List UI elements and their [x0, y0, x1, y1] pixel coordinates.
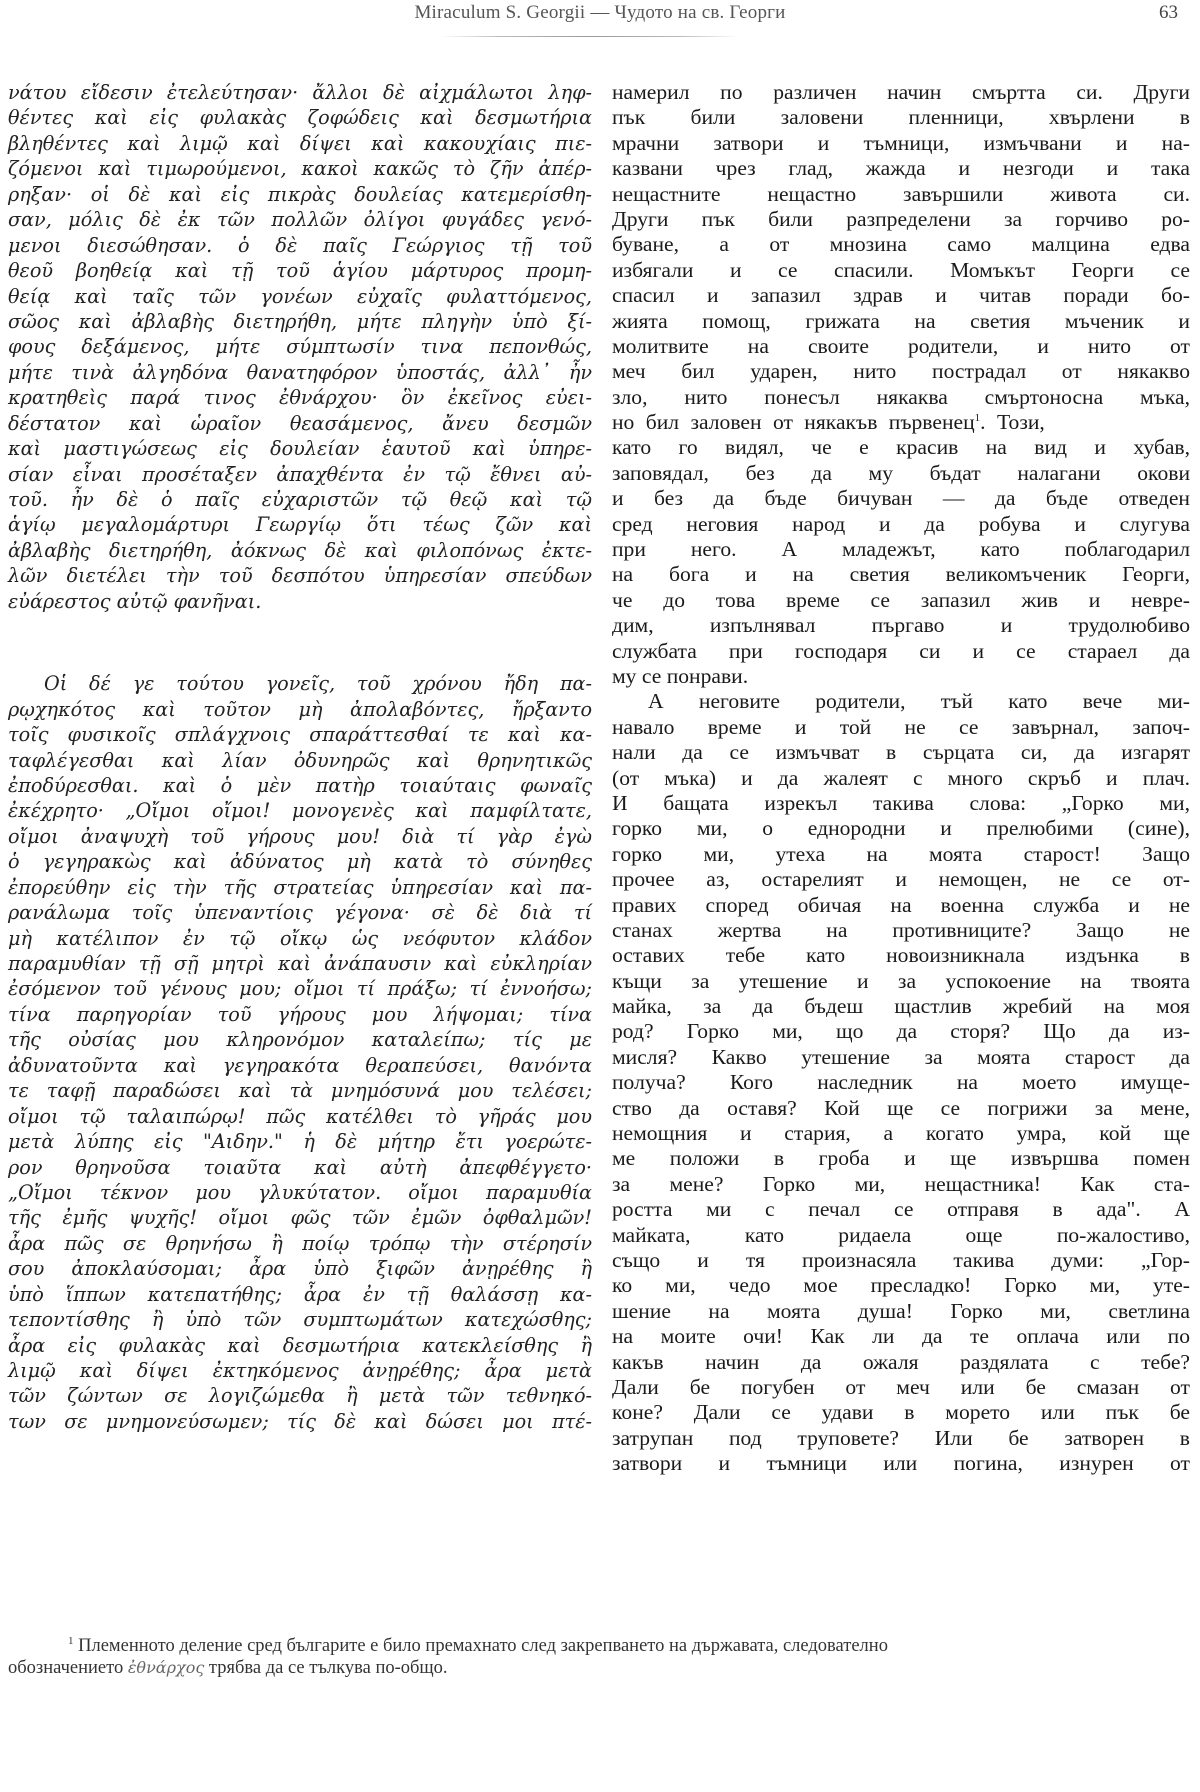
footnote-line-2 [8, 1657, 1188, 1679]
paragraph-gap [8, 614, 592, 671]
text-line: μήτε τινὰ ἀλγηδόνα θανατηφόρον ὑποστάς, ἀλλ᾿ ἦν [8, 360, 592, 384]
text-line: ὁ γεγηρακὼς καὶ ἀδύνατος μὴ κατὰ τὸ σύνηθες [8, 850, 592, 874]
text-line: (от мъка) и да жалеят с много скръб и плач. [612, 765, 1190, 790]
running-title: Miraculum S. Georgii — Чудото на св. Георги [414, 2, 786, 23]
text-line: τῆς οὐσίας μου κληρονόμον καταλείπω; τίς με [8, 1028, 592, 1052]
text-line: прочее аз, остарелият и немощен, не се от- [612, 867, 1190, 892]
text-line: службата при господаря си и се стараел да [612, 638, 1190, 663]
text-line: ме положи в гроба и ще извършва помен [612, 1146, 1190, 1171]
text-line: нали да се измъчват в сърцата си, да изгарят [612, 740, 1190, 765]
footnote-text-2-start: обозначението [8, 1658, 124, 1678]
text-line: навало време и той не се завърнал, започ- [612, 714, 1190, 739]
bulgarian-paragraph-2 [612, 689, 1190, 1476]
text-line: ἀδυνατοῦντα καὶ γεγηρακότα θεραπεύσει, θανόντα [8, 1053, 592, 1077]
text-line: ἐκέχρητο· „Οἴμοι οἴμοι! μονογενὲς καὶ παμφίλτατε, [8, 799, 592, 823]
text-line: нещастните нещастно завършили живота си. [612, 181, 1190, 206]
text-line: мисля? Какво утешение за моята старост да [612, 1044, 1190, 1069]
text-line: φους δεξάμενος, μήτε σύμπτωσίν τινα πεπονθώς, [8, 335, 592, 359]
text-line: δέστατον καὶ ὡραῖον θεασάμενος, ἄνευ δεσμῶν [8, 411, 592, 435]
greek-paragraph-1 [8, 80, 592, 614]
text-line: зло, нито понесъл някаква смъртоносна мъка, [612, 384, 1190, 409]
text-line: ρον θρηνοῦσα τοιαῦτα καὶ αὐτὴ ἀπεφθέγγετο· [8, 1155, 592, 1179]
text-line: заповядал, без да му бъдат налагани окови [612, 460, 1190, 485]
text-line: „Οἴμοι τέκνον μου γλυκύτατον. οἴμοι παραμυθία [8, 1180, 592, 1204]
text-line: горко ми, о еднородни и прелюбими (сине), [612, 816, 1190, 841]
text-line: Други пък били разпределени за горчиво ро- [612, 206, 1190, 231]
text-line: дим, изпълнявал пъргаво и трудолюбиво [612, 613, 1190, 638]
text-line: станах жертва на противниците? Защо не [612, 917, 1190, 942]
text-line: καὶ μαστιγώσεως εἰς δουλείαν ἑαυτοῦ καὶ ὑπηρε- [8, 437, 592, 461]
header-rule [440, 36, 740, 37]
running-header [0, 0, 1200, 30]
text-line: намерил по различен начин смъртта си. Други [612, 80, 1190, 104]
text-line: λιμῷ καὶ δίψει ἐκτηκόμενος ἀνῃρέθης; ἆρα μετὰ [8, 1359, 592, 1382]
greek-text-column [8, 80, 592, 1434]
text-line: И бащата изрекъл такива слова: „Горко ми, [612, 790, 1190, 815]
text-line: σαν, μόλις δὲ ἐκ τῶν πολλῶν ὀλίγοι φυγάδες γενό- [8, 208, 592, 232]
text-line: получа? Кого наследник на моето имуще- [612, 1070, 1190, 1095]
text-line: ἐπορεύθην εἰς τὴν τῆς στρατείας ὑπηρεσίαν καὶ πα- [8, 875, 592, 899]
footnotes [8, 1635, 1188, 1679]
text-line: θεοῦ βοηθείᾳ καὶ τῇ τοῦ ἁγίου μάρτυρος προμη- [8, 259, 592, 283]
text-line: τῆς ἐμῆς ψυχῆς! οἴμοι φῶς τῶν ἐμῶν ὀφθαλμῶν! [8, 1206, 592, 1230]
text-line: ство да оставя? Кой ще се погрижи за мене, [612, 1095, 1190, 1120]
text-line: на моите очи! Как ли да те оплача или по [612, 1324, 1190, 1349]
text-line: род? Горко ми, що да сторя? Що да из- [612, 1019, 1190, 1044]
text-line: ἆρα πῶς σε θρηνήσω ἢ ποίῳ τρόπῳ τὴν στέρησίν [8, 1231, 592, 1255]
text-line: казвани чрез глад, жажда и незгоди и така [612, 156, 1190, 181]
text-line: οἴμοι τῷ ταλαιπώρῳ! πῶς κατέλθει τὸ γῆράς μου [8, 1104, 592, 1128]
text-line: τοῦ. ἦν δὲ ὁ παῖς εὐχαριστῶν τῷ θεῷ καὶ τῷ [8, 488, 592, 511]
text-line: затвори и тъмници или погина, изнурен от [612, 1451, 1190, 1476]
text-line: на бога и на светия великомъченик Георги, [612, 562, 1190, 587]
text-line: οἴμοι ἀναψυχὴ τοῦ γήρους μου! διὰ τί γὰρ ἐγὼ [8, 824, 592, 848]
text-line-segment: но бил заловен от някакъв първенец [612, 410, 975, 435]
text-line: оставих тебе като новоизникнала издънка в [612, 943, 1190, 968]
text-line: шение на моята душа! Горко ми, светлина [612, 1298, 1190, 1323]
text-line: κρατηθεὶς παρά τινος ἐθνάρχου· ὃν ἐκεῖνος εὐει- [8, 386, 592, 410]
text-line: ρανάλωμα τοῖς ὑπεναντίοις γέγονα· σὲ δὲ διὰ τί [8, 901, 592, 925]
text-line: εὐάρεστος αὐτῷ φανῆναι. [8, 589, 262, 613]
text-line-tail: . Този, [980, 410, 1045, 435]
text-line: молитвите на своите родители, и нито от [612, 333, 1190, 358]
text-line: като го видял, че е красив на вид и хубав, [612, 435, 1190, 460]
text-line: Οἱ δέ γε τούτου γονεῖς, τοῦ χρόνου ἤδη πα- [44, 672, 592, 696]
footnote-greek-term: ἐθνάρχος [127, 1658, 205, 1677]
text-line: σίαν εἶναι προσέταξεν ἀπαχθέντα ἐν τῷ ἔθνει αὐ- [8, 462, 592, 486]
footnote-line-1 [8, 1635, 1188, 1657]
text-line: ростта ми с печал се отправя в ада". А [612, 1197, 1190, 1222]
text-line: че до това време се запазил жив и невре- [612, 587, 1190, 612]
text-line: пък били заловени пленници, хвърлени в [612, 105, 1190, 130]
text-line: μετὰ λύπης εἰς "Αιδην." ἡ δὲ μήτηρ ἔτι γοερώτε- [8, 1130, 592, 1154]
text-line: горко ми, утеха на моята старост! Защо [612, 841, 1190, 866]
text-line: А неговите родители, тъй като вече ми- [648, 689, 1190, 714]
text-line: меч бил ударен, нито пострадал от някакво [612, 359, 1190, 384]
text-line: при него. А младежът, като поблагодарил [612, 537, 1190, 562]
text-line: немощния и стария, а когато умра, кой ще [612, 1121, 1190, 1146]
text-line: παραμυθίαν τῇ σῇ μητρὶ καὶ ἀνάπαυσιν καὶ εὐκληρίαν [8, 952, 592, 975]
text-line: ἁγίῳ μεγαλομάρτυρι Γεωργίῳ ὅτι τέως ζῶν καὶ [8, 513, 592, 537]
text-line: буване, а от мнозина само малцина едва [612, 232, 1190, 257]
text-line: ἀβλαβὴς διετηρήθη, ἀόκνως δὲ καὶ φιλοπόνως ἐκτε- [8, 538, 592, 562]
text-line: ἐσόμενον τοῦ γένους μου; οἴμοι τί πράξω; τί ἐννοήσω; [8, 977, 592, 1001]
bulgarian-text-column [612, 80, 1190, 1476]
footnote-text-2-end: трябва да се тълкува по-общо. [208, 1658, 448, 1678]
text-line [612, 410, 1190, 435]
text-line: правих според обичая на военна служба и не [612, 892, 1190, 917]
text-line: νάτου εἴδεσιν ἐτελεύτησαν· ἄλλοι δὲ αἰχμάλωτοι ληφ- [8, 81, 592, 104]
text-line: τεποντίσθης ἢ ὑπὸ τῶν συμπτωμάτων κατεχώσθης; [8, 1308, 592, 1332]
text-line: избягали и се спасили. Момъкът Георги се [612, 257, 1190, 282]
text-line: ρηξαν· οἱ δὲ καὶ εἰς πικρὰς δουλείας κατεμερίσθη- [8, 182, 592, 206]
footnote-marker: 1 [68, 1634, 74, 1647]
text-line: сред неговия народ и да робува и слугува [612, 511, 1190, 536]
footnote-text-1: Племенното деление сред българите е било премахнато след закрепването на държавата, следователно [78, 1636, 888, 1656]
text-line: τε ταφῇ παραδώσει καὶ τὰ μνημόσυνά μου τελέσει; [8, 1079, 592, 1103]
text-line: θέντες καὶ εἰς φυλακὰς ζοφώδεις καὶ δεσμωτήρια [8, 106, 592, 130]
text-line: ζόμενοι καὶ τιμωρούμενοι, κακοὶ κακῶς τὸ ζῆν ἀπέρ- [8, 157, 592, 181]
text-line: и без да бъде бичуван — да бъде отведен [612, 486, 1190, 511]
text-line: τοῖς φυσικοῖς σπλάγχνοις σπαράττεσθαί τε καὶ κα- [8, 723, 592, 747]
footnote-reference[interactable]: 1 [974, 411, 981, 424]
bulgarian-paragraph-1 [612, 80, 1190, 689]
text-line: ἐποδύρεσθαι. καὶ ὁ μὲν πατὴρ τοιαύταις φωναῖς [8, 773, 592, 797]
text-line: σου ἀποκλαύσομαι; ἆρα ὑπὸ ξιφῶν ἀνῃρέθης ἢ [8, 1257, 592, 1281]
text-line: му се понрави. [612, 663, 749, 688]
text-line: σῶος καὶ ἀβλαβὴς διετηρήθη, μήτε πληγὴν ὑπὸ ξί- [8, 309, 592, 333]
text-line: ταφλέγεσθαι καὶ λίαν ὀδυνηρῶς καὶ θρηνητικῶς [8, 748, 592, 772]
text-line: ρῳχηκότος καὶ τοῦτον μὴ ἀπολαβόντες, ἤρξαντο [8, 697, 592, 721]
text-line: ἆρα εἰς φυλακὰς καὶ δεσμωτήρια κατεκλείσθης ἢ [8, 1333, 592, 1357]
text-line: ко ми, чедо мое пресладко! Горко ми, уте- [612, 1273, 1190, 1298]
text-line: μενοι διεσώθησαν. ὁ δὲ παῖς Γεώργιος τῇ τοῦ [8, 233, 592, 257]
text-line: коне? Дали се удави в морето или пък бе [612, 1400, 1190, 1425]
text-line: къщи за утешение и за успокоение на твоята [612, 968, 1190, 993]
text-line: майката, като ридаела още по-жалостиво, [612, 1222, 1190, 1247]
text-line: τίνα παρηγορίαν τοῦ γήρους μου λήψομαι; τίνα [8, 1002, 592, 1026]
text-line: των σε μνημονεύσωμεν; τίς δὲ καὶ δώσει μοι πτέ- [8, 1409, 592, 1433]
text-line: за мене? Горко ми, нещастника! Как ста- [612, 1171, 1190, 1196]
text-line: μὴ κατέλιπον ἐν τῷ οἴκῳ ὡς νεόφυτον κλάδον [8, 926, 592, 950]
text-line: жията помощ, грижата на светия мъченик и [612, 308, 1190, 333]
text-line: λῶν διετέλει τὴν τοῦ δεσπότου ὑπηρεσίαν σπεύδων [8, 564, 592, 588]
text-line: βληθέντες καὶ λιμῷ καὶ δίψει καὶ κακουχίαις πιε- [8, 131, 592, 155]
text-line: ὑπὸ ἵππων κατεπατήθης; ἆρα ἐν τῇ θαλάσσῃ κα- [8, 1282, 592, 1306]
page-number: 63 [1159, 2, 1178, 23]
text-line: спасил и запазил здрав и читав поради бо- [612, 283, 1190, 308]
text-line: какъв начин да ожаля раздялата с тебе? [612, 1349, 1190, 1374]
greek-paragraph-2 [8, 671, 592, 1434]
text-line: мрачни затвори и тъмници, измъчвани и на- [612, 130, 1190, 155]
text-line: Дали бе погубен от меч или бе смазан от [612, 1374, 1190, 1399]
text-line: θείᾳ καὶ ταῖς τῶν γονέων εὐχαῖς φυλαττόμενος, [8, 284, 592, 308]
text-line: също и тя произнасяла такива думи: „Гор- [612, 1247, 1190, 1272]
text-line: майка, за да бъдеш щастлив жребий на моя [612, 994, 1190, 1019]
text-line: τῶν ζώντων σε λογιζώμεθα ἢ μετὰ τῶν τεθνηκό- [8, 1384, 592, 1408]
text-line: затрупан под труповете? Или бе затворен в [612, 1425, 1190, 1450]
